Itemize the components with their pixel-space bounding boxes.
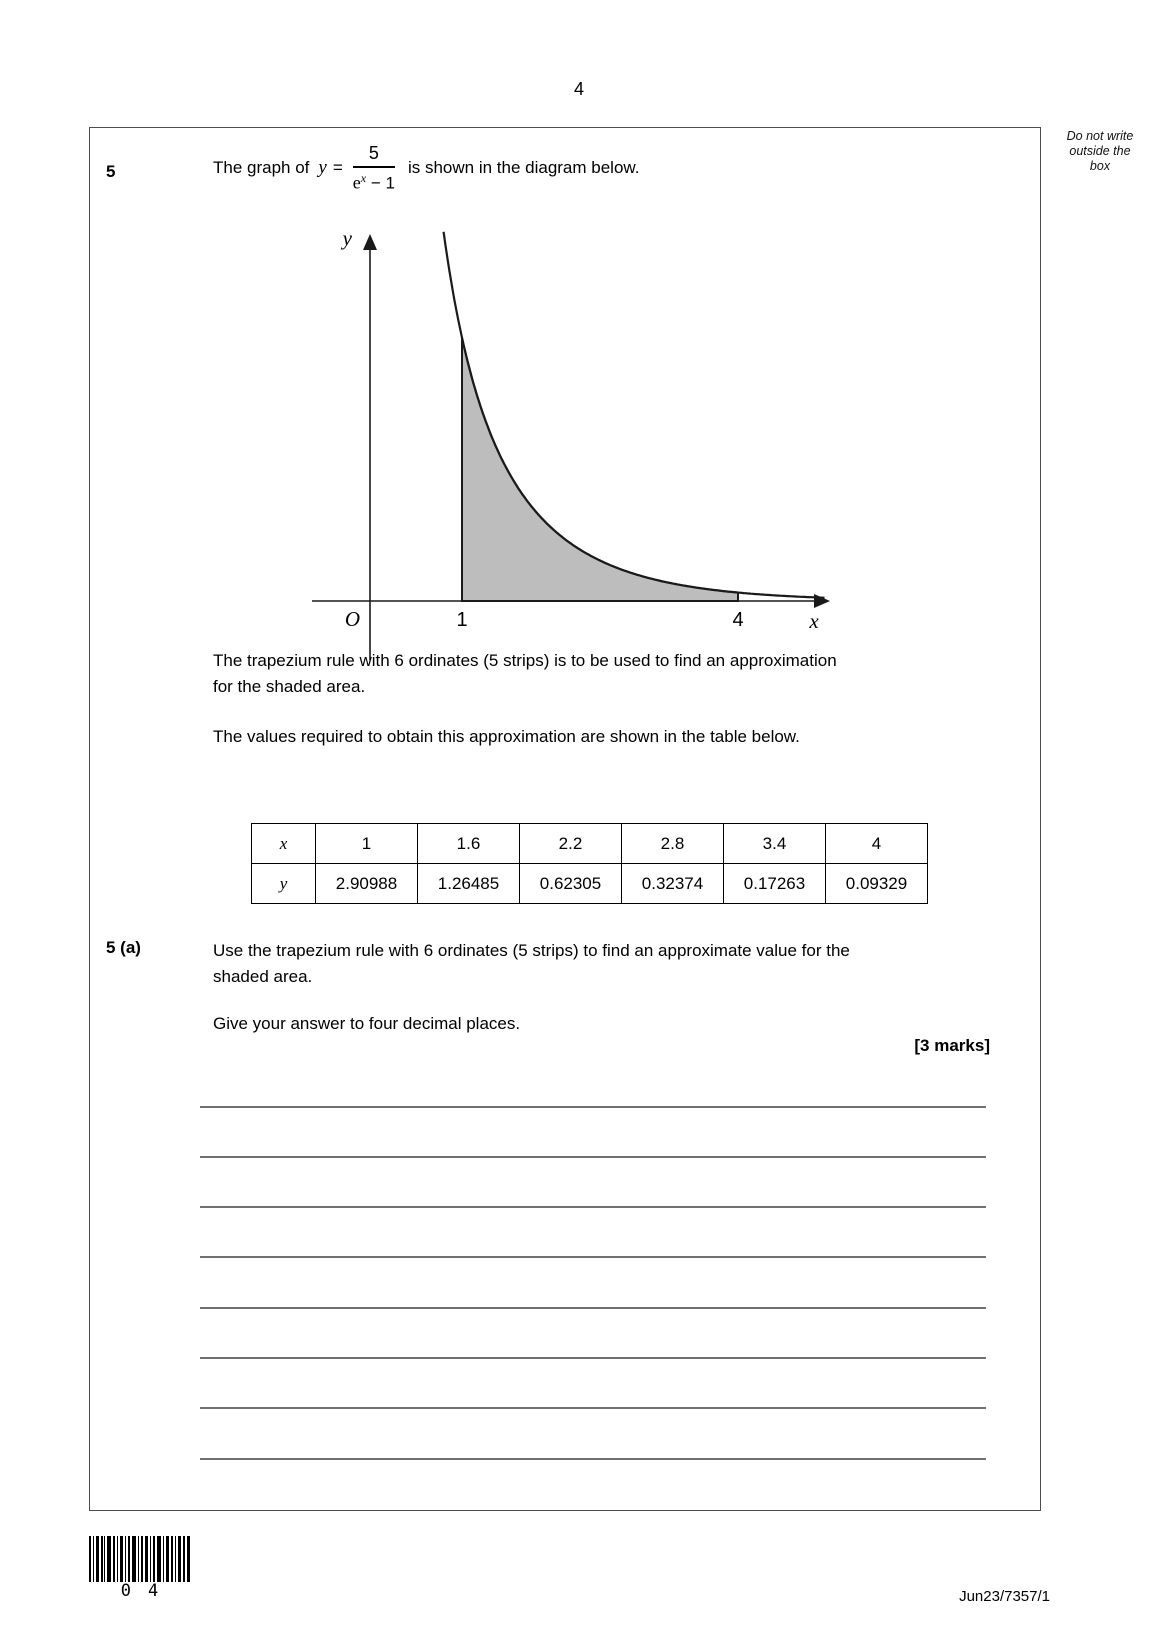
paragraph-trapezium-rule: The trapezium rule with 6 ordinates (5 strips) is to be used to find an approximation (213, 651, 837, 670)
y-value-cell: 2.90988 (316, 864, 418, 904)
fraction-denominator (353, 168, 395, 192)
x-value-cell: 2.2 (520, 824, 622, 864)
den-tail: − 1 (370, 173, 395, 193)
part-a-line1: Use the trapezium rule with 6 ordinates (5 strips) to find an approximate value for the (213, 941, 850, 960)
x-value-cell: 4 (826, 824, 928, 864)
answer-line[interactable] (200, 1106, 986, 1108)
margin-note (1046, 129, 1154, 174)
y-value-cell: 0.17263 (724, 864, 826, 904)
den-base: e (352, 172, 361, 193)
y-axis-label: y (342, 226, 352, 250)
x-value-cell: 3.4 (724, 824, 826, 864)
x-value-cell: 2.8 (622, 824, 724, 864)
y-value-cell: 1.26485 (418, 864, 520, 904)
table-row-y (252, 864, 928, 904)
barcode-digit: 4 (148, 1581, 159, 1601)
x-tick-4: 4 (732, 609, 744, 631)
y-value-cell: 0.32374 (622, 864, 724, 904)
y-axis-arrow-icon (363, 234, 377, 250)
answer-line[interactable] (200, 1407, 986, 1409)
marks-badge: [3 marks] (914, 1036, 990, 1055)
equation-lhs: y (318, 157, 327, 178)
page-number: 4 (573, 79, 584, 99)
answer-line[interactable] (200, 1206, 986, 1208)
barcode-digits (89, 1581, 190, 1601)
function-diagram (300, 210, 840, 665)
answer-line[interactable] (200, 1307, 986, 1309)
intro-prefix: The graph of (213, 158, 310, 177)
table-row-x (252, 824, 928, 864)
y-value-cell: 0.09329 (826, 864, 928, 904)
margin-note-line: outside the (1069, 144, 1131, 158)
x-axis-label: x (809, 609, 819, 633)
x-value-cell: 1.6 (418, 824, 520, 864)
x-value-cell: 1 (316, 824, 418, 864)
part-a-give-line: Give your answer to four decimal places. (213, 1014, 521, 1033)
paper-reference: Jun23/7357/1 (959, 1588, 1050, 1605)
barcode-digit: 0 (120, 1581, 131, 1601)
margin-note-line: box (1089, 159, 1111, 173)
fraction-numerator: 5 (368, 143, 379, 164)
row-header-x: x (252, 824, 316, 864)
y-value-cell: 0.62305 (520, 864, 622, 904)
answer-line[interactable] (200, 1458, 986, 1460)
paragraph-trapezium-rule-2: for the shaded area. (213, 677, 366, 696)
equation-equals: = (332, 158, 343, 177)
intro-suffix: is shown in the diagram below. (407, 158, 640, 177)
row-header-y: y (252, 864, 316, 904)
part-a-line2: shaded area. (213, 967, 313, 986)
question-intro (213, 137, 639, 199)
answer-line[interactable] (200, 1156, 986, 1158)
equation-fraction (353, 144, 395, 192)
question-number: 5 (106, 162, 116, 181)
origin-label: O (344, 607, 360, 631)
paragraph-values-table: The values required to obtain this approximation are shown in the table below. (213, 727, 800, 746)
x-axis-arrow-icon (814, 594, 830, 608)
answer-line[interactable] (200, 1256, 986, 1258)
den-exponent: x (360, 171, 367, 186)
part-a-number: 5 (a) (106, 938, 141, 957)
margin-note-line: Do not write (1066, 129, 1134, 143)
values-table (251, 823, 928, 904)
barcode-icon (89, 1536, 190, 1582)
x-tick-1: 1 (456, 609, 468, 631)
answer-line[interactable] (200, 1357, 986, 1359)
